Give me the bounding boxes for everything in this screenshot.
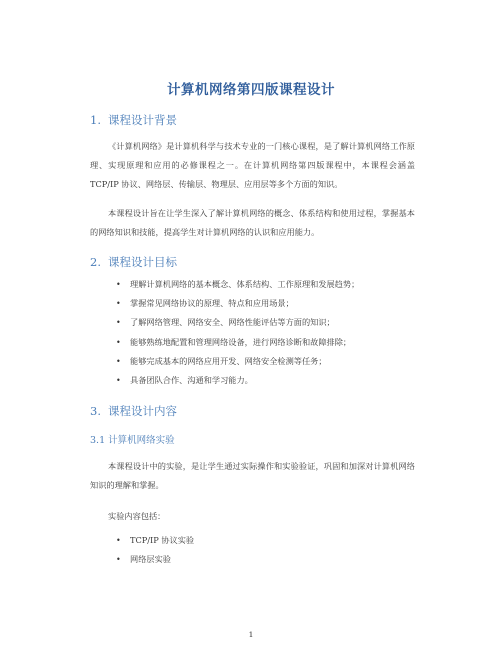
- bullet-icon: •: [116, 356, 121, 366]
- subsection-heading-experiments: [90, 432, 175, 446]
- list-item: • 能够完成基本的网络应用开发、网络安全检测等任务；: [116, 352, 359, 371]
- bullet-icon: •: [116, 299, 121, 309]
- list-item: • 网络层实验: [116, 550, 194, 569]
- section-heading-background: [90, 112, 177, 128]
- list-item: • 掌握常见网络协议的原理、特点和应用场景；: [116, 294, 359, 313]
- bullet-icon: •: [116, 280, 121, 289]
- section-heading-objectives: [90, 254, 177, 270]
- list-item: • 能够熟练地配置和管理网络设备，进行网络诊断和故障排除；: [116, 333, 359, 352]
- subsection-title: 计算机网络实验: [108, 435, 175, 446]
- bullet-icon: •: [116, 375, 121, 385]
- list-item: • 了解网络管理、网络安全、网络性能评估等方面的知识；: [116, 313, 359, 332]
- section-title: 课程设计背景: [108, 113, 177, 127]
- list-item: • 理解计算机网络的基本概念、体系结构、工作原理和发展趋势；: [116, 275, 359, 294]
- paragraph-background-2: 本课程设计旨在让学生深入了解计算机网络的概念、体系结构和使用过程，掌握基本的网络知识和技能，提高学生对计算机网络的认识和应用能力。: [90, 208, 415, 238]
- subsection-number: 3.1: [90, 435, 106, 446]
- section-number: 2.: [90, 255, 101, 269]
- experiments-list: [116, 531, 194, 569]
- bullet-icon: •: [116, 318, 121, 328]
- bullet-icon: •: [116, 337, 121, 347]
- bullet-icon: •: [116, 536, 121, 545]
- experiments-intro: 实验内容包括：: [108, 511, 166, 521]
- section-number: 1.: [90, 113, 101, 127]
- list-item: • 具备团队合作、沟通和学习能力。: [116, 371, 359, 390]
- bullet-icon: •: [116, 555, 121, 565]
- document-title: 计算机网络第四版课程设计: [167, 82, 335, 98]
- paragraph-experiments: 本课程设计中的实验，是让学生通过实际操作和实验验证，巩固和加深对计算机网络知识的理解和掌握。: [90, 461, 415, 491]
- section-heading-content: [90, 403, 177, 419]
- list-item: • TCP/IP 协议实验: [116, 531, 194, 550]
- page-number: 1: [248, 630, 254, 639]
- objectives-list: [116, 275, 359, 390]
- section-number: 3.: [90, 404, 101, 418]
- paragraph-background-1: 《计算机网络》是计算机科学与技术专业的一门核心课程，是了解计算机网络工作原理、实现原理和应用的必修课程之一。在计算机网络第四版课程中，本课程会涵盖 TCP/IP 协议、网络层、传输层、物理层、应用层等多个方面的知识。: [90, 141, 415, 190]
- section-title: 课程设计内容: [108, 404, 177, 418]
- section-title: 课程设计目标: [108, 255, 177, 269]
